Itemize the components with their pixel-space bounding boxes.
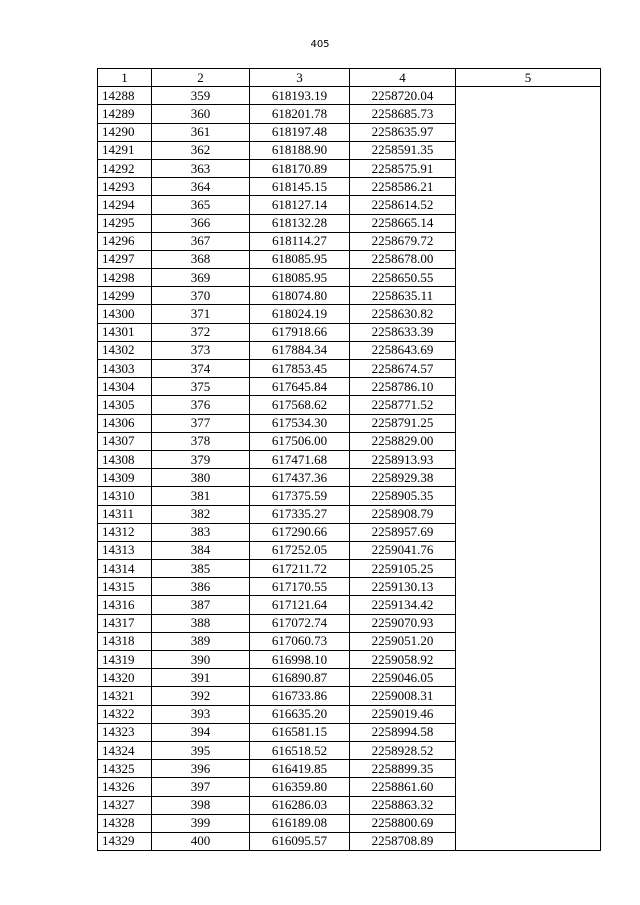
x-coordinate-cell: 616095.57 <box>250 832 350 850</box>
point-id-cell: 14291 <box>98 141 152 159</box>
point-id-cell: 14317 <box>98 614 152 632</box>
x-coordinate-cell: 617072.74 <box>250 614 350 632</box>
y-coordinate-cell: 2258800.69 <box>350 814 456 832</box>
y-coordinate-cell: 2258994.58 <box>350 723 456 741</box>
y-coordinate-cell: 2258829.00 <box>350 432 456 450</box>
point-id-cell: 14327 <box>98 796 152 814</box>
x-coordinate-cell: 616733.86 <box>250 687 350 705</box>
x-coordinate-cell: 617290.66 <box>250 523 350 541</box>
x-coordinate-cell: 618188.90 <box>250 141 350 159</box>
x-coordinate-cell: 616581.15 <box>250 723 350 741</box>
x-coordinate-cell: 616419.85 <box>250 760 350 778</box>
sequence-cell: 392 <box>152 687 250 705</box>
y-coordinate-cell: 2258635.11 <box>350 287 456 305</box>
y-coordinate-cell: 2258678.00 <box>350 250 456 268</box>
sequence-cell: 364 <box>152 178 250 196</box>
y-coordinate-cell: 2258908.79 <box>350 505 456 523</box>
sequence-cell: 366 <box>152 214 250 232</box>
sequence-cell: 380 <box>152 469 250 487</box>
x-coordinate-cell: 618074.80 <box>250 287 350 305</box>
column-header-3: 3 <box>250 69 350 87</box>
table-body <box>98 87 601 851</box>
y-coordinate-cell: 2258913.93 <box>350 450 456 468</box>
point-id-cell: 14326 <box>98 778 152 796</box>
sequence-cell: 387 <box>152 596 250 614</box>
sequence-cell: 386 <box>152 578 250 596</box>
y-coordinate-cell: 2258771.52 <box>350 396 456 414</box>
point-id-cell: 14298 <box>98 269 152 287</box>
y-coordinate-cell: 2259019.46 <box>350 705 456 723</box>
x-coordinate-cell: 618145.15 <box>250 178 350 196</box>
point-id-cell: 14329 <box>98 832 152 850</box>
point-id-cell: 14299 <box>98 287 152 305</box>
y-coordinate-cell: 2258614.52 <box>350 196 456 214</box>
sequence-cell: 371 <box>152 305 250 323</box>
point-id-cell: 14289 <box>98 105 152 123</box>
point-id-cell: 14312 <box>98 523 152 541</box>
x-coordinate-cell: 617534.30 <box>250 414 350 432</box>
y-coordinate-cell: 2258905.35 <box>350 487 456 505</box>
sequence-cell: 397 <box>152 778 250 796</box>
y-coordinate-cell: 2258928.52 <box>350 741 456 759</box>
x-coordinate-cell: 618201.78 <box>250 105 350 123</box>
point-id-cell: 14304 <box>98 378 152 396</box>
sequence-cell: 369 <box>152 269 250 287</box>
sequence-cell: 378 <box>152 432 250 450</box>
x-coordinate-cell: 618024.19 <box>250 305 350 323</box>
y-coordinate-cell: 2258633.39 <box>350 323 456 341</box>
point-id-cell: 14296 <box>98 232 152 250</box>
point-id-cell: 14316 <box>98 596 152 614</box>
y-coordinate-cell: 2258863.32 <box>350 796 456 814</box>
y-coordinate-cell: 2258708.89 <box>350 832 456 850</box>
coordinates-table <box>97 68 601 851</box>
y-coordinate-cell: 2259105.25 <box>350 560 456 578</box>
x-coordinate-cell: 617506.00 <box>250 432 350 450</box>
sequence-cell: 394 <box>152 723 250 741</box>
sequence-cell: 382 <box>152 505 250 523</box>
x-coordinate-cell: 616635.20 <box>250 705 350 723</box>
x-coordinate-cell: 616189.08 <box>250 814 350 832</box>
y-coordinate-cell: 2259051.20 <box>350 632 456 650</box>
sequence-cell: 359 <box>152 87 250 105</box>
sequence-cell: 385 <box>152 560 250 578</box>
point-id-cell: 14309 <box>98 469 152 487</box>
y-coordinate-cell: 2258635.97 <box>350 123 456 141</box>
y-coordinate-cell: 2258720.04 <box>350 87 456 105</box>
y-coordinate-cell: 2258861.60 <box>350 778 456 796</box>
point-id-cell: 14320 <box>98 669 152 687</box>
y-coordinate-cell: 2258643.69 <box>350 341 456 359</box>
column-header-1: 1 <box>98 69 152 87</box>
header-row <box>98 69 601 87</box>
sequence-cell: 360 <box>152 105 250 123</box>
point-id-cell: 14319 <box>98 651 152 669</box>
x-coordinate-cell: 618197.48 <box>250 123 350 141</box>
sequence-cell: 368 <box>152 250 250 268</box>
point-id-cell: 14306 <box>98 414 152 432</box>
x-coordinate-cell: 617918.66 <box>250 323 350 341</box>
sequence-cell: 361 <box>152 123 250 141</box>
sequence-cell: 396 <box>152 760 250 778</box>
sequence-cell: 367 <box>152 232 250 250</box>
x-coordinate-cell: 617211.72 <box>250 560 350 578</box>
sequence-cell: 390 <box>152 651 250 669</box>
point-id-cell: 14294 <box>98 196 152 214</box>
sequence-cell: 363 <box>152 159 250 177</box>
sequence-cell: 379 <box>152 450 250 468</box>
y-coordinate-cell: 2258929.38 <box>350 469 456 487</box>
point-id-cell: 14323 <box>98 723 152 741</box>
sequence-cell: 365 <box>152 196 250 214</box>
point-id-cell: 14324 <box>98 741 152 759</box>
point-id-cell: 14308 <box>98 450 152 468</box>
point-id-cell: 14303 <box>98 360 152 378</box>
sequence-cell: 391 <box>152 669 250 687</box>
y-coordinate-cell: 2259070.93 <box>350 614 456 632</box>
x-coordinate-cell: 617121.64 <box>250 596 350 614</box>
sequence-cell: 377 <box>152 414 250 432</box>
point-id-cell: 14310 <box>98 487 152 505</box>
x-coordinate-cell: 618127.14 <box>250 196 350 214</box>
point-id-cell: 14290 <box>98 123 152 141</box>
x-coordinate-cell: 618132.28 <box>250 214 350 232</box>
y-coordinate-cell: 2258786.10 <box>350 378 456 396</box>
notes-cell <box>456 87 601 851</box>
sequence-cell: 400 <box>152 832 250 850</box>
x-coordinate-cell: 618170.89 <box>250 159 350 177</box>
x-coordinate-cell: 616286.03 <box>250 796 350 814</box>
point-id-cell: 14295 <box>98 214 152 232</box>
x-coordinate-cell: 617645.84 <box>250 378 350 396</box>
column-header-2: 2 <box>152 69 250 87</box>
point-id-cell: 14288 <box>98 87 152 105</box>
point-id-cell: 14325 <box>98 760 152 778</box>
table-header <box>98 69 601 87</box>
sequence-cell: 395 <box>152 741 250 759</box>
sequence-cell: 393 <box>152 705 250 723</box>
y-coordinate-cell: 2258685.73 <box>350 105 456 123</box>
y-coordinate-cell: 2258575.91 <box>350 159 456 177</box>
point-id-cell: 14313 <box>98 541 152 559</box>
x-coordinate-cell: 617060.73 <box>250 632 350 650</box>
point-id-cell: 14301 <box>98 323 152 341</box>
y-coordinate-cell: 2259041.76 <box>350 541 456 559</box>
sequence-cell: 389 <box>152 632 250 650</box>
x-coordinate-cell: 618085.95 <box>250 269 350 287</box>
point-id-cell: 14305 <box>98 396 152 414</box>
x-coordinate-cell: 617252.05 <box>250 541 350 559</box>
point-id-cell: 14321 <box>98 687 152 705</box>
x-coordinate-cell: 617170.55 <box>250 578 350 596</box>
sequence-cell: 398 <box>152 796 250 814</box>
point-id-cell: 14302 <box>98 341 152 359</box>
point-id-cell: 14293 <box>98 178 152 196</box>
x-coordinate-cell: 616998.10 <box>250 651 350 669</box>
y-coordinate-cell: 2259134.42 <box>350 596 456 614</box>
point-id-cell: 14297 <box>98 250 152 268</box>
x-coordinate-cell: 617375.59 <box>250 487 350 505</box>
sequence-cell: 388 <box>152 614 250 632</box>
x-coordinate-cell: 617884.34 <box>250 341 350 359</box>
y-coordinate-cell: 2258586.21 <box>350 178 456 196</box>
sequence-cell: 372 <box>152 323 250 341</box>
x-coordinate-cell: 616890.87 <box>250 669 350 687</box>
sequence-cell: 362 <box>152 141 250 159</box>
column-header-5: 5 <box>456 69 601 87</box>
point-id-cell: 14314 <box>98 560 152 578</box>
page-number: 405 <box>310 39 330 50</box>
point-id-cell: 14292 <box>98 159 152 177</box>
sequence-cell: 376 <box>152 396 250 414</box>
x-coordinate-cell: 616359.80 <box>250 778 350 796</box>
y-coordinate-cell: 2259008.31 <box>350 687 456 705</box>
y-coordinate-cell: 2259046.05 <box>350 669 456 687</box>
y-coordinate-cell: 2258679.72 <box>350 232 456 250</box>
y-coordinate-cell: 2258791.25 <box>350 414 456 432</box>
sequence-cell: 399 <box>152 814 250 832</box>
y-coordinate-cell: 2258899.35 <box>350 760 456 778</box>
x-coordinate-cell: 618085.95 <box>250 250 350 268</box>
y-coordinate-cell: 2258591.35 <box>350 141 456 159</box>
x-coordinate-cell: 617568.62 <box>250 396 350 414</box>
y-coordinate-cell: 2258630.82 <box>350 305 456 323</box>
y-coordinate-cell: 2258665.14 <box>350 214 456 232</box>
y-coordinate-cell: 2258674.57 <box>350 360 456 378</box>
sequence-cell: 375 <box>152 378 250 396</box>
point-id-cell: 14307 <box>98 432 152 450</box>
sequence-cell: 384 <box>152 541 250 559</box>
x-coordinate-cell: 618193.19 <box>250 87 350 105</box>
sequence-cell: 373 <box>152 341 250 359</box>
point-id-cell: 14328 <box>98 814 152 832</box>
x-coordinate-cell: 617471.68 <box>250 450 350 468</box>
x-coordinate-cell: 617853.45 <box>250 360 350 378</box>
table-row <box>98 87 601 105</box>
point-id-cell: 14315 <box>98 578 152 596</box>
x-coordinate-cell: 617437.36 <box>250 469 350 487</box>
y-coordinate-cell: 2259058.92 <box>350 651 456 669</box>
sequence-cell: 381 <box>152 487 250 505</box>
column-header-4: 4 <box>350 69 456 87</box>
y-coordinate-cell: 2258650.55 <box>350 269 456 287</box>
point-id-cell: 14300 <box>98 305 152 323</box>
x-coordinate-cell: 617335.27 <box>250 505 350 523</box>
point-id-cell: 14322 <box>98 705 152 723</box>
sequence-cell: 383 <box>152 523 250 541</box>
y-coordinate-cell: 2258957.69 <box>350 523 456 541</box>
sequence-cell: 370 <box>152 287 250 305</box>
x-coordinate-cell: 616518.52 <box>250 741 350 759</box>
point-id-cell: 14318 <box>98 632 152 650</box>
x-coordinate-cell: 618114.27 <box>250 232 350 250</box>
y-coordinate-cell: 2259130.13 <box>350 578 456 596</box>
sequence-cell: 374 <box>152 360 250 378</box>
point-id-cell: 14311 <box>98 505 152 523</box>
